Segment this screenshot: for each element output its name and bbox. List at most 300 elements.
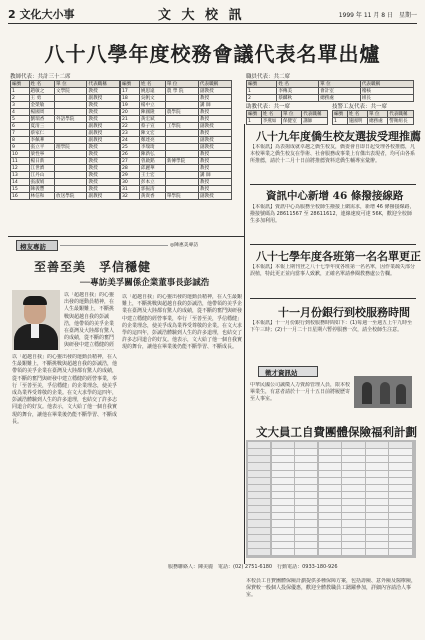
table-cell (55, 95, 87, 102)
table-row (247, 95, 414, 102)
rate-cell (248, 442, 270, 448)
table-row (11, 137, 120, 144)
table-cell (165, 144, 198, 151)
table-row (121, 102, 232, 109)
news-1-body: 【本報訊】為表揚成就卓越之僑生校友，僑委會自即日起受理各校推薦，凡本校畢業之僑生校友在學術、社會服務或事業上有傑出表現者，均可由各系所推薦，請於十二月十日前將推薦資料送僑生輔導室彙辦。 (250, 144, 416, 165)
rate-cell (342, 520, 364, 526)
rate-cell (248, 542, 270, 548)
rate-cell (389, 542, 411, 548)
rate-cell (272, 528, 294, 534)
feature-body-col1: 以「超越自我」的心靈出發的運動員精神，在人生最艱難上，不斷挑戰與超越自我的彭誠浩，他帶領的美孚企業在臺灣及大陸都有驚人的成績，從不斷的奮鬥與研發中建立穩健的經營事業，奉行「至善至美，孚信穩健」的企業理念，使美孚成為業界受尊敬的企業。在文大求學的這四年，彭誠浩體驗到人生的許多道理，也結交了許多志同道合的好友。他表示，文大給了他一個自我實現的舞台，讓他在畢業後仍能不斷學習、不斷成長。 (12, 354, 118, 425)
table-cell: 24 (121, 137, 140, 144)
column-header: 代表職稱 (87, 81, 120, 88)
table-cell: 黃貴香 (139, 193, 165, 200)
table-cell: 江世濟 (29, 165, 55, 172)
page-section-label: 2 文化大小事 (8, 8, 75, 21)
rate-cell (248, 513, 270, 519)
column-header: 編號 (247, 81, 277, 88)
rate-cell (342, 513, 364, 519)
table-cell: 3 (11, 102, 30, 109)
rate-cell (389, 499, 411, 505)
table-cell (55, 165, 87, 172)
rate-cell (272, 485, 294, 491)
rate-cell (295, 463, 317, 469)
rate-cell (342, 442, 364, 448)
rate-cell (342, 528, 364, 534)
rate-cell (295, 535, 317, 541)
news-2-title: 資訊中心新增 46 條撥接線路 (266, 190, 404, 202)
rate-cell (366, 492, 388, 498)
rate-cell (319, 449, 341, 455)
table-row (11, 102, 120, 109)
column-header: 單 位 (367, 111, 387, 118)
rate-cell (366, 456, 388, 462)
table-cell (165, 186, 198, 193)
rate-cell (319, 478, 341, 484)
tech-table (332, 110, 414, 125)
rate-cell (342, 492, 364, 498)
table-row (247, 88, 414, 95)
table-cell (55, 102, 87, 109)
table-cell: 教授 (198, 179, 231, 186)
table-cell: 稽核 (360, 88, 413, 95)
main-headline: 八十八學年度校務會議代表名單出爐 (44, 42, 381, 66)
table-cell: 陳文宏 (139, 130, 165, 137)
table-cell: 黃宏斌 (139, 116, 165, 123)
table-cell: 劉瑞香 (29, 116, 55, 123)
faculty-table-left (10, 80, 120, 200)
table-cell: 總務處 (319, 95, 361, 102)
rate-cell (272, 492, 294, 498)
table-cell: 1 (333, 118, 348, 125)
rate-cell (248, 506, 270, 512)
news-4-title: 十一月份銀行到校服務時間 (278, 306, 410, 319)
table-cell: 副教授 (87, 193, 120, 200)
table-row (11, 95, 120, 102)
rate-cell (389, 506, 411, 512)
table-cell: 教授 (198, 151, 231, 158)
table-cell (55, 137, 87, 144)
table-cell: 郭振清 (139, 186, 165, 193)
rate-cell (272, 478, 294, 484)
column-header: 代表職稱 (198, 81, 231, 88)
table-cell (55, 172, 87, 179)
rate-cell (389, 513, 411, 519)
table-row (121, 179, 232, 186)
table-cell: 6 (11, 123, 30, 130)
rate-cell (248, 471, 270, 477)
table-cell: 7 (11, 130, 30, 137)
feature-body-col2: 以「超越自我」的心靈出發的運動員精神，在人生最艱難上，不斷挑戰與超越自我的彭誠浩，他帶領的美孚企業在臺灣及大陸都有驚人的成績，從不斷的奮鬥與研發中建立穩健的經營事業，奉行「至善至美，孚信穩健」的企業理念，使美孚成為業界受尊敬的企業。在文大求學的這四年，彭誠浩體驗到人生的許多道理，也結交了許多志同道合的好友。他表示，文大給了他一個自我實現的舞台，讓他在畢業後仍能不斷學習、不斷成長。 (122, 294, 242, 351)
rate-cell (319, 542, 341, 548)
table-cell: 新傳學院 (165, 158, 198, 165)
table-cell: 保健室 (281, 118, 301, 125)
table-cell (55, 158, 87, 165)
column-header: 單 位 (55, 81, 87, 88)
table-row (11, 109, 120, 116)
table-cell: 工學院 (165, 123, 198, 130)
rate-cell (319, 485, 341, 491)
table-cell: 李瑞琦 (139, 144, 165, 151)
rate-cell (389, 492, 411, 498)
rate-cell (272, 442, 294, 448)
table-cell: 教授 (87, 186, 120, 193)
rate-cell (389, 520, 411, 526)
table-row (11, 151, 120, 158)
news-3-body: 【本報訊】本報上期刊登之八十七學年度各班第一名名單，因作業疏失部分誤植，特此更正並向當事人致歉，正確名單請參閱教務處公告欄。 (250, 264, 416, 278)
assistant-table (246, 110, 328, 125)
table-row (121, 186, 232, 193)
table-row (11, 88, 120, 95)
table-cell: 張淑娟 (29, 179, 55, 186)
rate-cell (366, 449, 388, 455)
table-cell: 30 (121, 179, 140, 186)
rate-cell (272, 542, 294, 548)
table-cell: 教授 (198, 116, 231, 123)
insurance-rate-table (246, 440, 416, 558)
table-cell: 蔡家仁 (29, 130, 55, 137)
table-row (333, 118, 414, 125)
table-cell: 副教授 (87, 130, 120, 137)
table-row (121, 109, 232, 116)
rate-cell (272, 513, 294, 519)
staff-caption: 職員代表：共二席 (246, 74, 291, 80)
table-header-row (247, 81, 414, 88)
table-cell: 教授 (87, 158, 120, 165)
rate-cell (248, 499, 270, 505)
rate-cell (389, 471, 411, 477)
table-cell: 副教授 (198, 88, 231, 95)
table-cell: 15 (11, 186, 30, 193)
tech-caption: 技警工友代表：共一席 (332, 104, 388, 110)
table-cell: 講 師 (198, 102, 231, 109)
table-cell: 副教授 (87, 137, 120, 144)
rate-cell (248, 520, 270, 526)
rate-cell (319, 463, 341, 469)
rate-cell (248, 478, 270, 484)
rate-cell (295, 485, 317, 491)
news-4-body: 【本報訊】十一月份銀行到校服務時間如下：(1)每週一至週五上午九時至下午三時；(2)十一月二十日星期六暫停服務一次，請全校師生注意。 (250, 320, 413, 334)
table-cell: 楊日新 (29, 158, 55, 165)
rate-cell (366, 549, 388, 555)
table-cell (55, 123, 87, 130)
table-cell: 陳義豐 (29, 186, 55, 193)
table-cell: 曾啟銘 (139, 158, 165, 165)
staff-table (246, 80, 414, 102)
rate-cell (366, 528, 388, 534)
rate-cell (342, 542, 364, 548)
table-cell: 王 勇 (29, 95, 55, 102)
bottom-article-text: 本校員工自費團體保險計劃提供多種保障方案，包括壽險、意外險及醫療險，保費較一般個人投保優惠，歡迎全體教職員工踴躍參加，詳細內容請洽人事室。 (246, 578, 416, 599)
feature-body-col1a: 以「超越自我」的心靈出發的運動員精神，在人生最艱難上，不斷挑戰與超越自我的彭誠浩，他帶領的美孚企業在臺灣及大陸都有驚人的成績，從不斷的奮鬥與研發中建立穩健的經 (64, 292, 115, 349)
table-row (121, 130, 232, 137)
rate-cell (319, 456, 341, 462)
table-cell: 副教授 (87, 95, 120, 102)
table-cell: 4 (11, 109, 30, 116)
table-cell: 20 (121, 109, 140, 116)
table-row (121, 116, 232, 123)
rate-cell (248, 463, 270, 469)
table-cell: 施國明 (347, 118, 367, 125)
table-row (121, 95, 232, 102)
rate-cell (366, 499, 388, 505)
rate-cell (295, 478, 317, 484)
table-row (11, 172, 120, 179)
table-cell: 王士宏 (139, 172, 165, 179)
feature-subtitle: ──專訪美孚關係企業董事長彭誠浩 (80, 278, 210, 288)
table-row (11, 130, 120, 137)
rate-cell (389, 535, 411, 541)
rate-cell (295, 442, 317, 448)
rate-cell (295, 528, 317, 534)
rate-cell (366, 513, 388, 519)
rate-cell (319, 513, 341, 519)
table-row (11, 144, 120, 151)
rate-cell (342, 449, 364, 455)
table-cell (165, 95, 198, 102)
column-header: 單 位 (165, 81, 198, 88)
rate-cell (389, 528, 411, 534)
table-cell: 理學院 (55, 144, 87, 151)
rate-cell (295, 542, 317, 548)
table-cell: 教授 (87, 116, 120, 123)
table-cell: 蔡麟秋 (277, 95, 319, 102)
rate-cell (295, 492, 317, 498)
table-cell: 趙敏之 (29, 88, 55, 95)
table-cell: 教授 (198, 186, 231, 193)
table-cell: 文學院 (55, 88, 87, 95)
rate-cell (342, 499, 364, 505)
table-row (11, 116, 120, 123)
table-cell: 22 (121, 123, 140, 130)
table-cell: 鄭達亮 (139, 137, 165, 144)
page-header (8, 4, 417, 24)
table-cell (165, 179, 198, 186)
rate-cell (389, 485, 411, 491)
table-cell (165, 102, 198, 109)
column-divider (244, 124, 245, 564)
rate-cell (366, 442, 388, 448)
table-cell: 28 (121, 165, 140, 172)
rate-cell (248, 528, 270, 534)
divider (250, 244, 416, 245)
table-cell: 17 (121, 88, 140, 95)
rate-cell (342, 471, 364, 477)
table-row (121, 151, 232, 158)
table-cell: 組長 (360, 95, 413, 102)
table-cell: 農學院 (165, 109, 198, 116)
table-cell: 講師 (302, 118, 328, 125)
table-row (121, 158, 232, 165)
rate-cell (272, 506, 294, 512)
table-cell: 會計室 (319, 88, 361, 95)
rate-cell (366, 542, 388, 548)
table-cell: 彭本立 (139, 179, 165, 186)
table-cell: 農 學 院 (165, 88, 198, 95)
table-cell: 李傳美 (277, 88, 319, 95)
table-cell: 9 (11, 144, 30, 151)
rate-cell (319, 442, 341, 448)
rate-cell (248, 449, 270, 455)
table-cell (165, 172, 198, 179)
rate-cell (342, 456, 364, 462)
column-header: 姓 名 (139, 81, 165, 88)
table-cell: 單學院 (165, 193, 198, 200)
rate-cell (366, 463, 388, 469)
table-cell (55, 179, 87, 186)
table-cell: 教授 (87, 109, 120, 116)
rate-cell (342, 535, 364, 541)
table-header-row (11, 81, 120, 88)
rate-cell (319, 549, 341, 555)
divider (250, 298, 416, 299)
table-row (11, 179, 120, 186)
rate-cell (272, 471, 294, 477)
table-cell: 21 (121, 116, 140, 123)
table-cell: 楊中立 (139, 102, 165, 109)
table-cell: 2 (247, 95, 277, 102)
table-row (121, 123, 232, 130)
table-row (121, 137, 232, 144)
table-cell: 梁性寧 (29, 151, 55, 158)
table-row (247, 118, 328, 125)
table-cell: 11 (11, 158, 30, 165)
insurance-title: 文大員工自費團體保險福利計劃 (256, 425, 417, 439)
table-cell: 教授 (198, 165, 231, 172)
faculty-table-right (120, 80, 232, 200)
column-header: 姓 名 (277, 81, 319, 88)
table-cell: 27 (121, 158, 140, 165)
table-cell: 江丹山 (29, 172, 55, 179)
table-cell: 25 (121, 144, 140, 151)
rate-cell (272, 520, 294, 526)
rate-cell (319, 471, 341, 477)
table-cell: 31 (121, 186, 140, 193)
column-header: 代表職稱 (302, 111, 328, 118)
rate-cell (295, 520, 317, 526)
table-cell: 教授 (87, 88, 120, 95)
table-header-row (121, 81, 232, 88)
table-cell: 金榮敏 (29, 102, 55, 109)
feature-title: 至善至美 孚信穩健 (34, 260, 152, 274)
table-cell: 李佩華 (29, 137, 55, 144)
rate-cell (319, 520, 341, 526)
news-3-title: 八十七學年度各班第一名名單更正 (256, 250, 421, 263)
column-header: 姓 名 (261, 111, 281, 118)
table-cell: 吳帆文 (139, 95, 165, 102)
table-cell (165, 151, 198, 158)
table-cell (165, 165, 198, 172)
table-cell: 教授 (87, 144, 120, 151)
table-cell: 李燕如 (261, 118, 281, 125)
rate-cell (389, 478, 411, 484)
rate-cell (295, 471, 317, 477)
rate-cell (389, 442, 411, 448)
table-cell (55, 130, 87, 137)
column-header: 姓 名 (347, 111, 367, 118)
notice-label: 徵才資訊站 (265, 369, 298, 377)
rate-cell (319, 492, 341, 498)
table-cell: 18 (121, 95, 140, 102)
column-header: 編號 (11, 81, 30, 88)
rate-cell (319, 506, 341, 512)
table-row (11, 123, 120, 130)
rate-cell (366, 535, 388, 541)
rate-cell (272, 456, 294, 462)
table-cell: 警衛組長 (388, 118, 414, 125)
table-cell: 12 (11, 165, 30, 172)
table-cell: 總務處 (367, 118, 387, 125)
rate-cell (342, 506, 364, 512)
table-header-row (247, 111, 328, 118)
rate-cell (272, 535, 294, 541)
table-cell: 副教授 (198, 144, 231, 151)
rate-cell (272, 499, 294, 505)
table-row (11, 186, 120, 193)
table-cell: 32 (121, 193, 140, 200)
table-row (11, 158, 120, 165)
table-cell: 14 (11, 179, 30, 186)
notice-photo (354, 376, 412, 408)
table-cell: 外語學院 (55, 116, 87, 123)
rate-cell (366, 506, 388, 512)
table-cell: 8 (11, 137, 30, 144)
table-cell: 1 (247, 88, 277, 95)
rate-cell (342, 463, 364, 469)
table-cell: 29 (121, 172, 140, 179)
table-cell: 16 (11, 193, 30, 200)
news-1-title: 八十九年度僑生校友選拔受理推薦 (256, 130, 421, 143)
table-header-row (333, 111, 414, 118)
table-cell: 1 (11, 88, 30, 95)
column-header: 編號 (247, 111, 262, 118)
masthead: 文 大 校 訊 (158, 8, 245, 23)
rate-cell (366, 471, 388, 477)
rate-cell (389, 463, 411, 469)
rate-cell (366, 485, 388, 491)
table-cell: 夏清三 (29, 123, 55, 130)
rate-cell (342, 478, 364, 484)
rate-cell (366, 478, 388, 484)
table-cell: 教授 (198, 130, 231, 137)
faculty-caption: 教師代表：共計三十二席 (10, 74, 71, 80)
table-cell: 放送學院 (55, 193, 87, 200)
table-row (121, 165, 232, 172)
rate-cell (342, 549, 364, 555)
table-cell (55, 186, 87, 193)
table-cell: 教授 (87, 165, 120, 172)
column-header: 單 位 (319, 81, 361, 88)
table-row (11, 165, 120, 172)
table-row (121, 193, 232, 200)
table-cell: 張立平 (29, 144, 55, 151)
table-cell (165, 116, 198, 123)
table-cell: 林信和 (29, 193, 55, 200)
rate-cell (248, 549, 270, 555)
section-divider (8, 236, 244, 237)
rate-cell (248, 485, 270, 491)
insurance-contact: 服務聯絡人：陳美麗 電話：(02) 2751-6180 行動電話：0933-180-926 (168, 564, 338, 570)
rate-cell (295, 549, 317, 555)
feature-label: 榜友專訪 (20, 243, 46, 251)
table-cell: 教授 (198, 158, 231, 165)
rate-cell (272, 549, 294, 555)
portrait-photo (12, 290, 60, 350)
table-cell (55, 151, 87, 158)
feature-label-box (16, 240, 58, 251)
table-cell: 蔡子宣 (139, 123, 165, 130)
column-header: 代表職稱 (388, 111, 414, 118)
